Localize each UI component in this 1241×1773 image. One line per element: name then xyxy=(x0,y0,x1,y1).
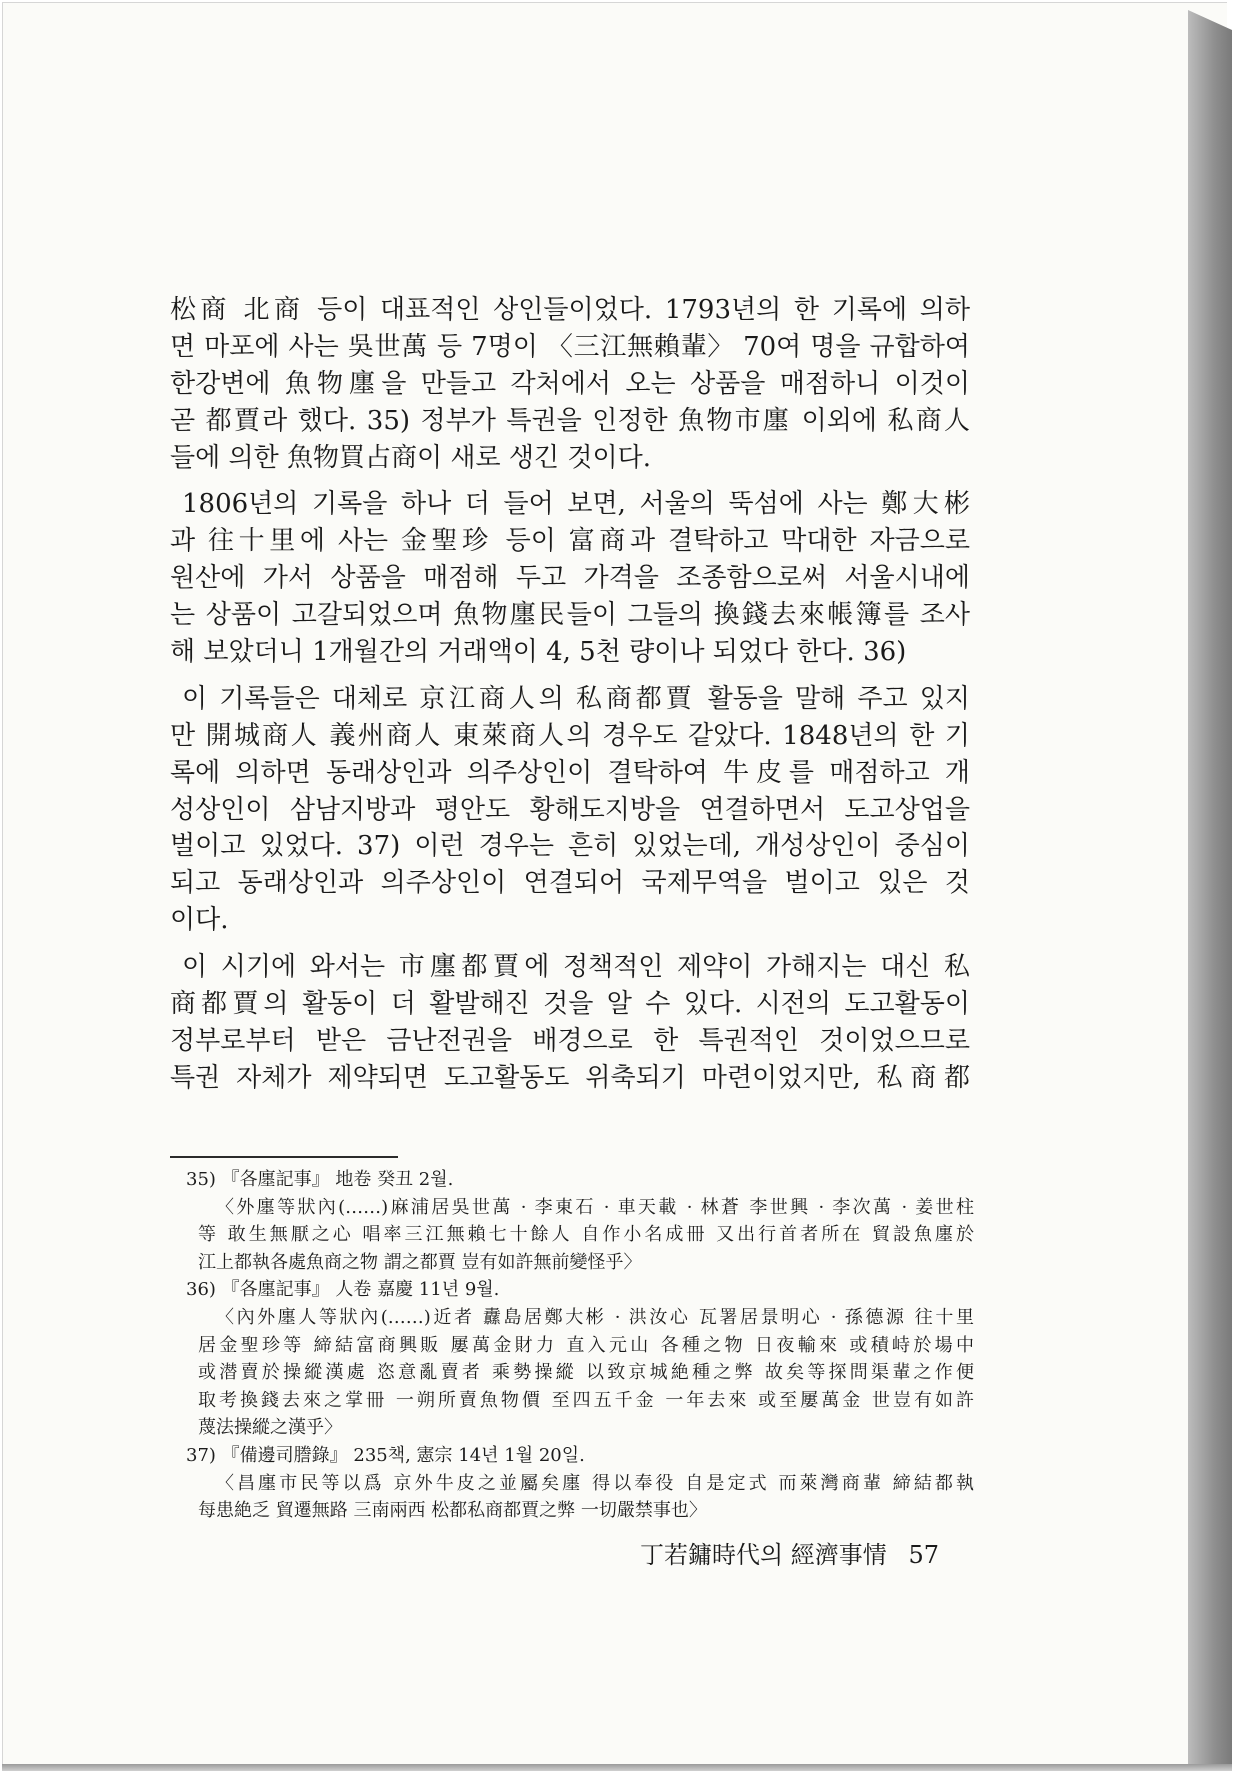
footnote-36-text: 居金聖珍等 締結富商興販 屢萬金財力 直入元山 各種之物 日夜輸來 或積峙於場中 xyxy=(198,1334,974,1356)
text-line: 1806년의 기록을 하나 더 들어 보면, 서울의 뚝섬에 사는 鄭大彬 xyxy=(182,489,970,520)
text-line: 록에 의하면 동래상인과 의주상인이 결탁하여 牛皮를 매점하고 개 xyxy=(170,757,970,788)
footnote-35-text: 〈外廛等狀內(……)麻浦居吳世萬 · 李東石 · 車天載 · 林蒼 李世興 · 李次萬 · 姜世柱 xyxy=(216,1196,974,1218)
footnote-36-text: 或潜賣於操縱漢處 恣意亂賣者 乘勢操縱 以致京城絶種之弊 故矣等探問渠輩之作便 xyxy=(198,1362,974,1384)
footnote-divider xyxy=(170,1156,398,1158)
text-line: 해 보았더니 1개월간의 거래액이 4, 5천 량이나 되었다 한다. 36) xyxy=(170,637,907,668)
footnote-36-text: 蔑法操縱之漢乎〉 xyxy=(198,1417,342,1439)
text-line: 松商 北商 등이 대표적인 상인들이었다. 1793년의 한 기록에 의하 xyxy=(170,295,970,325)
footnote-36-text: 〈內外廛人等狀內(……)近者 纛島居鄭大彬 · 洪汝心 瓦署居景明心 · 孫德源 往十里 xyxy=(216,1306,974,1328)
text-line: 이다. xyxy=(170,905,229,936)
text-line: 한강변에 魚物廛을 만들고 각처에서 오는 상품을 매점하니 이것이 xyxy=(170,368,970,399)
text-line: 곧 都賈라 했다. 35) 정부가 특권을 인정한 魚物市廛 이외에 私商人 xyxy=(170,405,970,436)
footnote-35-text: 等 敢生無厭之心 唱率三江無賴七十餘人 自作小名成冊 又出行首者所在 貿設魚廛於 xyxy=(198,1224,974,1246)
text-line: 정부로부터 받은 금난전권을 배경으로 한 특권적인 것이었으므로 xyxy=(170,1025,970,1056)
footnote-36-citation: 36) 『各廛記事』 人卷 嘉慶 11년 9월. xyxy=(186,1279,500,1301)
text-line: 이 시기에 와서는 市廛都賈에 정책적인 제약이 가해지는 대신 私 xyxy=(182,952,970,983)
text-line: 성상인이 삼남지방과 평안도 황해도지방을 연결하면서 도고상업을 xyxy=(170,794,970,825)
text-line: 되고 동래상인과 의주상인이 연결되어 국제무역을 벌이고 있은 것 xyxy=(170,868,970,899)
footnote-35-text: 江上都執各處魚商之物 謂之都賈 豈有如許無前變怪乎〉 xyxy=(198,1251,642,1273)
page-number: 57 xyxy=(908,1541,939,1569)
text-line: 원산에 가서 상품을 매점해 두고 가격을 조종함으로써 서울시내에 xyxy=(170,563,970,594)
footnotes xyxy=(186,1166,974,1525)
footnote-37-text: 每患絶乏 貿遷無路 三南兩西 松都私商都賈之弊 一切嚴禁事也〉 xyxy=(198,1500,707,1522)
text-line: 과 往十里에 사는 金聖珍 등이 富商과 결탁하고 막대한 자금으로 xyxy=(170,526,970,557)
page-edge-shadow xyxy=(1188,10,1232,1768)
text-line: 면 마포에 사는 吳世萬 등 7명이 〈三江無賴輩〉 70여 명을 규합하여 xyxy=(170,331,970,362)
text-line: 들에 의한 魚物買占商이 새로 생긴 것이다. xyxy=(170,442,651,473)
running-title: 丁若鏞時代의 經濟事情 xyxy=(640,1541,887,1569)
footnote-37-text: 〈昌廛市民等以爲 京外牛皮之並屬矣廛 得以奉役 自是定式 而萊灣商輩 締結都執 xyxy=(216,1472,974,1494)
text-line: 특권 자체가 제약되면 도고활동도 위축되기 마련이었지만, 私商都 xyxy=(170,1062,970,1093)
text-line: 商都賈의 활동이 더 활발해진 것을 알 수 있다. 시전의 도고활동이 xyxy=(170,989,970,1020)
page-bottom-shadow xyxy=(2,1764,1232,1771)
footnote-35-citation: 35) 『各廛記事』 地卷 癸丑 2월. xyxy=(186,1169,454,1190)
main-text xyxy=(170,292,970,1097)
footnote-37-citation: 37) 『備邊司謄錄』 235책, 憲宗 14년 1월 20일. xyxy=(186,1444,585,1466)
running-footer xyxy=(640,1535,960,1570)
text-line: 이 기록들은 대체로 京江商人의 私商都賈 활동을 말해 주고 있지 xyxy=(182,683,970,714)
text-line: 만 開城商人 義州商人 東萊商人의 경우도 같았다. 1848년의 한 기 xyxy=(170,720,970,751)
text-line: 는 상품이 고갈되었으며 魚物廛民들이 그들의 換錢去來帳簿를 조사 xyxy=(170,600,970,631)
text-line: 벌이고 있었다. 37) 이런 경우는 흔히 있었는데, 개성상인이 중심이 xyxy=(170,831,970,862)
footnote-36-text: 取考換錢去來之掌冊 一朔所賣魚物價 至四五千金 一年去來 或至屢萬金 世豈有如許 xyxy=(198,1389,974,1411)
